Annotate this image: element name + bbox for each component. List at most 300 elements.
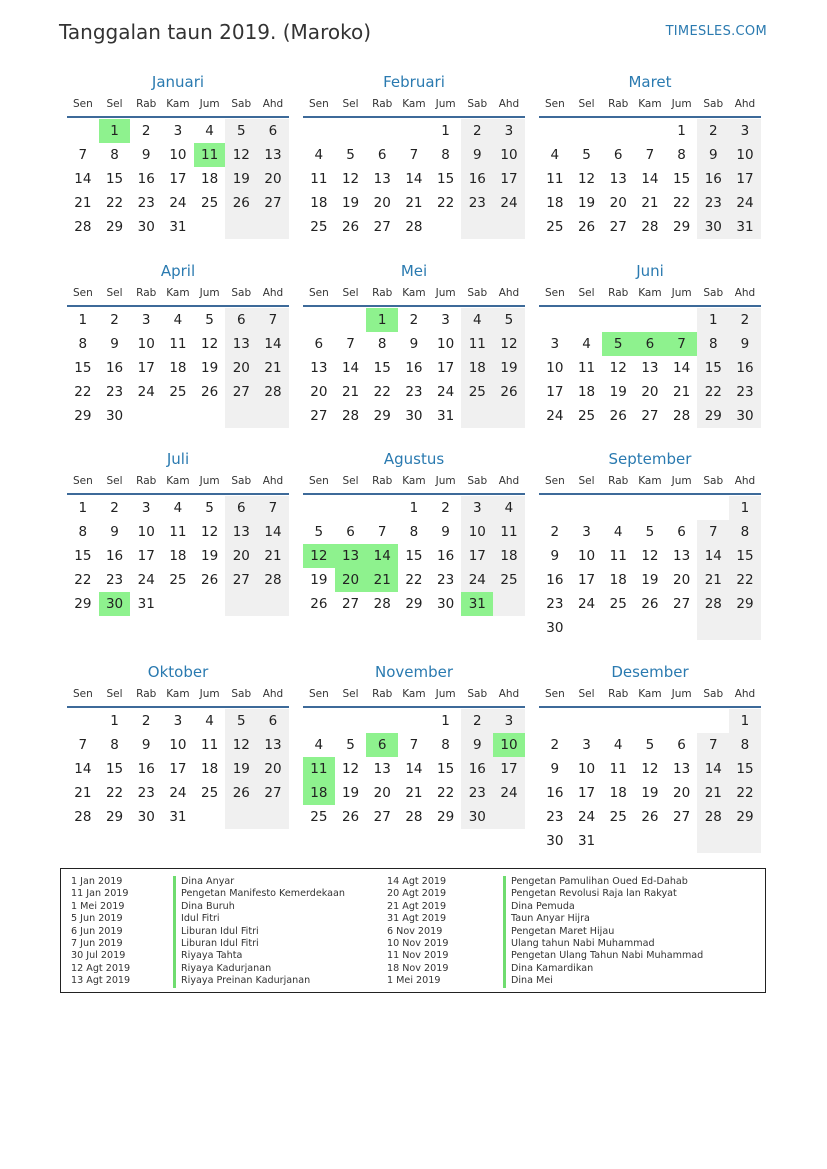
legend-holiday-name: Pengetan Pamulihan Oued Ed-Dahab [503,876,758,888]
day-cell: 11 [577,360,596,376]
empty-cell [225,215,257,239]
month-name: Desember [611,663,689,681]
weekday-header [539,682,761,708]
weekday-header [303,92,525,118]
day-cell: 28 [257,568,289,592]
day-cell: 6 [346,524,355,540]
day-cell: 23 [405,384,423,400]
day-cell: 3 [173,123,183,139]
day-cell: 23 [546,596,564,612]
day-cell: 18 [461,356,493,380]
weekday-label: Sel [578,688,595,700]
day-cell: 22 [437,195,455,211]
day-cell: 18 [609,572,627,588]
day-cell: 18 [546,195,564,211]
day-cell: 13 [225,520,257,544]
day-cell: 30 [546,833,564,849]
day-cell: 4 [550,147,560,163]
empty-cell [398,709,430,733]
empty-cell [602,829,634,853]
holiday-cell: 13 [335,544,367,568]
day-cell: 21 [641,195,659,211]
holiday-cell: 21 [366,568,398,592]
day-cell: 23 [105,384,124,400]
empty-cell [602,308,634,332]
holiday-cell: 31 [461,592,493,616]
weekday-label: Ahd [734,688,756,700]
day-cell: 24 [461,568,493,592]
day-cell: 10 [137,336,155,352]
empty-cell [461,215,493,239]
day-cell: 20 [257,167,289,191]
empty-cell [162,592,194,616]
day-cell: 2 [409,312,419,328]
day-cell: 2 [550,737,560,753]
holiday-cell: 14 [366,544,398,568]
day-cell: 20 [257,757,289,781]
day-cell: 4 [461,308,493,332]
day-cell: 19 [641,785,659,801]
weekday-label: Sen [544,287,565,299]
day-cell: 9 [550,761,560,777]
day-cell: 20 [310,384,328,400]
empty-cell [634,308,666,332]
empty-cell [257,805,289,829]
day-cell: 22 [729,568,761,592]
empty-cell [634,616,666,640]
empty-cell [602,616,634,640]
day-cell: 9 [461,143,493,167]
weekday-label: Jum [671,287,692,299]
day-cell: 14 [673,360,691,376]
day-cell: 27 [373,809,391,825]
day-cell: 15 [673,171,691,187]
legend-holiday-name: Liburan Idul Fitri [173,938,378,950]
day-cell: 25 [310,219,328,235]
day-cell: 28 [74,219,92,235]
day-cell: 23 [137,195,155,211]
empty-cell [634,119,666,143]
day-cell: 13 [257,733,289,757]
day-cell: 13 [373,761,391,777]
day-cell: 13 [225,332,257,356]
day-cell: 4 [173,312,183,328]
legend-date: 21 Agt 2019 [387,900,447,912]
legend-date: 1 Jan 2019 [71,876,123,887]
holiday-cell: 6 [366,733,398,757]
weekday-label: Sab [231,688,252,700]
day-cell: 22 [74,572,92,588]
day-cell: 17 [137,548,155,564]
day-cell: 26 [341,809,360,825]
weekday-header [67,92,289,118]
empty-cell [257,404,289,428]
legend-date: 1 Mei 2019 [387,975,441,987]
day-cell: 27 [257,781,289,805]
day-cell: 12 [225,733,257,757]
day-cell: 27 [341,596,360,612]
weekday-label: Kam [166,688,190,700]
day-cell: 21 [697,568,729,592]
day-cell: 16 [461,167,493,191]
holiday-cell: 11 [194,143,226,167]
legend-holiday-name: Dina Anyar [173,876,378,888]
legend-right-dates [387,876,497,988]
day-cell: 3 [729,119,761,143]
weekday-label: Kam [166,98,190,110]
day-cell: 21 [405,785,423,801]
day-cell: 15 [697,356,729,380]
legend-right-names [503,876,758,988]
weekday-label: Kam [402,475,426,487]
day-cell: 17 [729,167,761,191]
day-cell: 27 [673,809,691,825]
day-cell: 20 [673,785,691,801]
day-cell: 27 [373,219,391,235]
weekday-label: Jum [199,98,220,110]
day-cell: 3 [582,524,591,540]
day-cell: 4 [314,147,324,163]
empty-cell [666,709,698,733]
day-cell: 2 [110,312,119,328]
day-cell: 21 [341,384,360,400]
empty-cell [634,496,666,520]
day-cell: 24 [169,195,187,211]
legend-date: 31 Agt 2019 [387,913,447,925]
day-cell: 30 [105,408,124,424]
day-cell: 26 [641,809,659,825]
weekday-label: Kam [166,475,190,487]
weekday-header [67,469,289,495]
empty-cell [257,215,289,239]
day-cell: 1 [409,500,419,516]
day-cell: 16 [546,572,564,588]
day-grid [67,709,289,829]
day-cell: 21 [74,785,92,801]
day-cell: 4 [314,737,324,753]
empty-cell [303,709,335,733]
day-cell: 17 [137,360,155,376]
weekday-label: Jum [671,98,692,110]
day-cell: 7 [257,496,289,520]
day-cell: 10 [546,360,564,376]
weekday-header [303,281,525,307]
day-cell: 17 [493,167,525,191]
empty-cell [571,119,603,143]
weekday-header [539,281,761,307]
weekday-label: Sen [308,287,329,299]
day-cell: 18 [201,761,219,777]
day-cell: 6 [314,336,324,352]
month-name: November [374,663,454,681]
weekday-label: Sen [308,688,329,700]
weekday-label: Kam [402,98,426,110]
day-cell: 23 [546,809,564,825]
weekday-header [539,469,761,495]
day-cell: 7 [409,737,419,753]
day-cell: 11 [461,332,493,356]
weekday-label: Sel [578,98,595,110]
day-cell: 24 [437,384,455,400]
empty-cell [729,616,761,640]
day-cell: 9 [441,524,450,540]
weekday-label: Sen [544,475,565,487]
day-cell: 12 [201,524,219,540]
empty-cell [539,496,571,520]
weekday-label: Jum [435,287,456,299]
day-cell: 28 [341,408,360,424]
day-cell: 3 [173,713,183,729]
weekday-label: Ahd [262,98,284,110]
weekday-label: Sen [308,475,329,487]
day-cell: 4 [173,500,183,516]
month-september [539,449,761,640]
day-cell: 14 [74,171,92,187]
day-cell: 17 [169,761,187,777]
legend-holiday-name: Ulang tahun Nabi Muhammad [503,938,758,950]
day-cell: 23 [697,191,729,215]
day-cell: 3 [493,709,525,733]
day-cell: 4 [205,713,214,729]
day-cell: 8 [441,147,450,163]
day-cell: 14 [405,761,423,777]
day-cell: 31 [137,596,155,612]
legend-holiday-name: Liburan Idul Fitri [173,926,378,938]
day-cell: 5 [225,119,257,143]
day-cell: 10 [169,737,187,753]
empty-cell [697,616,729,640]
weekday-label: Sen [544,98,565,110]
day-cell: 6 [257,119,289,143]
legend-holiday-name: Riyaya Kadurjanan [173,963,378,975]
day-cell: 18 [169,360,187,376]
day-cell: 15 [437,761,455,777]
empty-cell [335,709,367,733]
weekday-label: Rab [372,475,393,487]
day-cell: 16 [461,757,493,781]
empty-cell [602,119,634,143]
weekday-label: Kam [638,475,662,487]
empty-cell [335,119,367,143]
weekday-label: Jum [435,475,456,487]
day-grid [539,709,761,853]
legend-date: 20 Agt 2019 [387,888,447,900]
weekday-label: Sel [342,475,359,487]
site-link[interactable]: TIMESLES.COM [665,24,767,39]
day-cell: 13 [673,548,691,564]
empty-cell [303,119,335,143]
weekday-label: Sab [467,688,488,700]
day-cell: 8 [729,733,761,757]
day-cell: 17 [493,757,525,781]
day-grid [539,119,761,239]
day-cell: 14 [257,520,289,544]
holiday-cell: 5 [602,332,634,356]
day-cell: 6 [225,496,257,520]
day-cell: 17 [461,544,493,568]
day-cell: 28 [405,219,423,235]
weekday-label: Sel [342,688,359,700]
day-cell: 1 [729,709,761,733]
day-cell: 24 [493,191,525,215]
day-cell: 10 [437,336,455,352]
weekday-label: Kam [166,287,190,299]
legend-holiday-name: Dina Buruh [173,901,378,913]
day-cell: 19 [225,757,257,781]
day-cell: 25 [461,380,493,404]
legend-date: 14 Agt 2019 [387,876,447,887]
day-cell: 24 [577,809,596,825]
day-cell: 20 [225,356,257,380]
day-cell: 15 [105,171,124,187]
day-cell: 27 [257,191,289,215]
day-cell: 3 [461,496,493,520]
weekday-label: Ahd [734,475,756,487]
legend-date: 18 Nov 2019 [387,962,449,974]
day-cell: 29 [729,805,761,829]
holiday-cell: 30 [99,592,131,616]
weekday-label: Ahd [262,688,284,700]
day-cell: 12 [577,171,596,187]
day-cell: 27 [310,408,328,424]
day-cell: 5 [346,147,355,163]
day-cell: 14 [697,757,729,781]
day-cell: 20 [225,544,257,568]
day-cell: 5 [314,524,324,540]
day-cell: 11 [609,761,627,777]
day-cell: 14 [697,544,729,568]
empty-cell [461,404,493,428]
month-desember [539,662,761,853]
month-april [67,261,289,428]
empty-cell [335,496,367,520]
empty-cell [697,496,729,520]
legend-date: 30 Jul 2019 [71,950,126,962]
legend-date: 12 Agt 2019 [71,962,131,974]
day-cell: 29 [74,408,92,424]
weekday-label: Rab [608,287,629,299]
day-cell: 18 [169,548,187,564]
day-cell: 14 [641,171,659,187]
month-agustus [303,449,525,616]
day-cell: 22 [105,195,124,211]
day-cell: 8 [409,524,419,540]
weekday-label: Rab [608,98,629,110]
day-cell: 26 [201,572,219,588]
day-cell: 7 [697,733,729,757]
day-cell: 2 [697,119,729,143]
day-cell: 29 [437,809,455,825]
day-cell: 27 [673,596,691,612]
day-cell: 17 [437,360,455,376]
day-cell: 17 [577,572,596,588]
day-cell: 16 [105,360,124,376]
day-cell: 29 [673,219,691,235]
day-cell: 24 [493,781,525,805]
day-grid [539,496,761,640]
day-cell: 5 [493,308,525,332]
day-cell: 27 [225,380,257,404]
day-cell: 2 [441,500,450,516]
day-cell: 20 [673,572,691,588]
day-cell: 11 [609,548,627,564]
weekday-label: Rab [136,688,157,700]
holiday-cell: 11 [303,757,335,781]
day-cell: 19 [493,356,525,380]
day-cell: 2 [141,123,151,139]
day-cell: 25 [493,568,525,592]
day-cell: 22 [74,384,92,400]
day-cell: 12 [493,332,525,356]
weekday-label: Sel [106,688,123,700]
day-cell: 12 [341,761,360,777]
day-cell: 19 [609,384,627,400]
legend-date: 10 Nov 2019 [387,937,449,949]
empty-cell [697,829,729,853]
day-cell: 16 [137,171,155,187]
day-cell: 22 [373,384,391,400]
day-cell: 30 [437,596,455,612]
day-cell: 28 [74,809,92,825]
day-cell: 30 [405,408,423,424]
weekday-label: Ahd [262,475,284,487]
day-cell: 11 [546,171,564,187]
day-cell: 23 [137,785,155,801]
day-cell: 24 [577,596,596,612]
day-cell: 23 [437,572,455,588]
day-cell: 8 [441,737,450,753]
day-cell: 26 [609,408,627,424]
empty-cell [634,709,666,733]
holiday-cell: 20 [335,568,367,592]
day-cell: 21 [257,356,289,380]
day-cell: 15 [729,544,761,568]
day-cell: 23 [461,781,493,805]
day-cell: 26 [201,384,219,400]
weekday-label: Kam [638,98,662,110]
weekday-label: Ahd [734,98,756,110]
day-cell: 9 [141,147,151,163]
holiday-cell: 10 [493,733,525,757]
empty-cell [539,709,571,733]
day-cell: 10 [729,143,761,167]
day-cell: 13 [310,360,328,376]
weekday-label: Sel [342,98,359,110]
legend-date: 1 Mei 2019 [71,900,125,912]
day-cell: 17 [546,384,564,400]
weekday-label: Jum [435,688,456,700]
legend-date: 6 Jun 2019 [71,925,123,937]
empty-cell [571,616,603,640]
day-cell: 20 [373,195,391,211]
empty-cell [493,805,525,829]
day-cell: 29 [74,596,92,612]
legend-holiday-name: Pengetan Maret Hijau [503,926,758,938]
day-cell: 7 [346,336,355,352]
day-cell: 5 [205,312,214,328]
day-cell: 26 [341,219,360,235]
day-cell: 21 [697,781,729,805]
day-cell: 10 [577,548,596,564]
day-cell: 18 [493,544,525,568]
weekday-label: Sab [231,98,252,110]
day-cell: 8 [78,524,88,540]
day-cell: 18 [310,195,328,211]
day-cell: 7 [257,308,289,332]
month-name: Mei [400,262,428,280]
empty-cell [539,308,571,332]
weekday-label: Ahd [498,688,520,700]
